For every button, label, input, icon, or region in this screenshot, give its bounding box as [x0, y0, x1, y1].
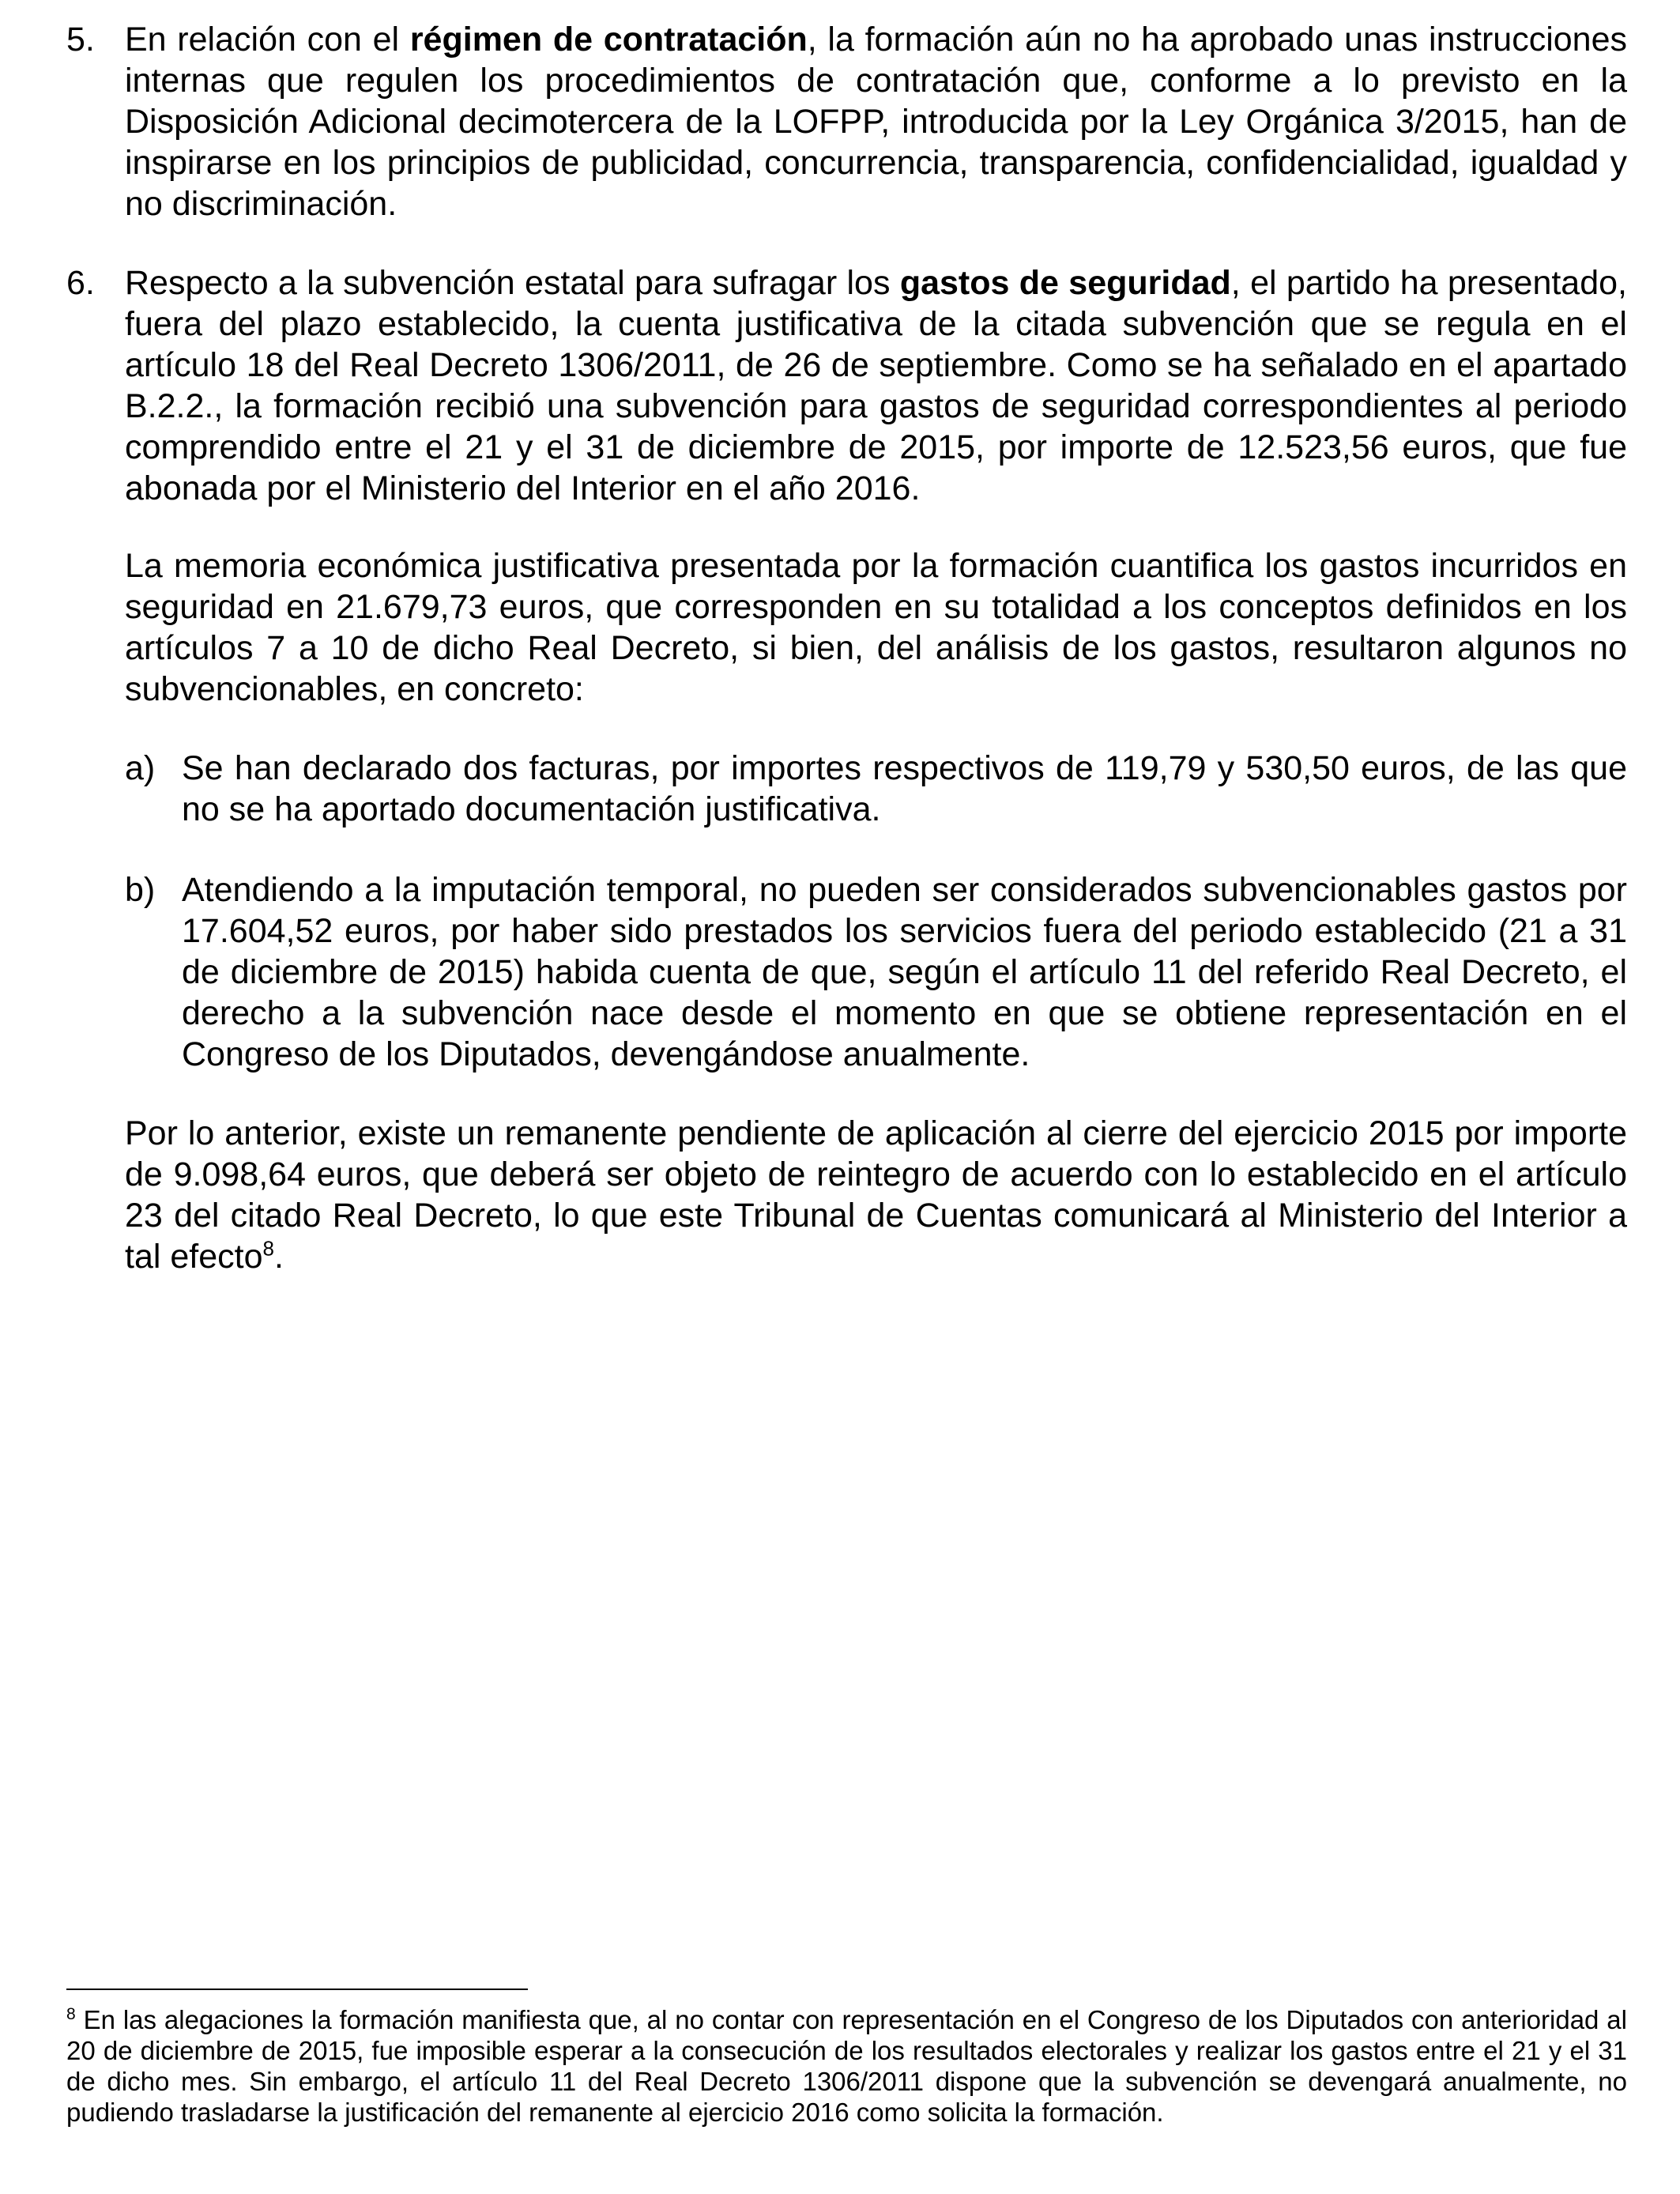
sub-item-a-text: Se han declarado dos facturas, por importes respectivos de 119,79 y 530,50 euros, de las que no se ha aportado documentación justificativa.	[182, 749, 1627, 828]
item-5-bold-term: régimen de contratación	[409, 21, 808, 58]
item-6-text-after: , el partido ha presentado, fuera del plazo establecido, la cuenta justificativa de la citada subvención que se regula en el artículo 18 del Real Decreto 1306/2011, de 26 de septiembre. Como se ha señalado en el apartado B.2.2., la formación recibió una subvención para gastos de seguridad correspondientes al periodo comprendido entre el 21 y el 31 de diciembre de 2015, por importe de 12.523,56 euros, que fue abonada por el Ministerio del Interior en el año 2016.	[125, 264, 1627, 507]
remanente-text: Por lo anterior, existe un remanente pendiente de aplicación al cierre del ejercicio 2015 por importe de 9.098,64 euros, que deberá ser objeto de reintegro de acuerdo con lo establecido en el artículo 23 del citado Real Decreto, lo que este Tribunal de Cuentas comunicará al Ministerio del Interior a tal efecto	[125, 1114, 1627, 1276]
sub-item-letter: a)	[125, 749, 156, 787]
item-number: 6.	[66, 264, 95, 302]
item-5-text	[125, 19, 1627, 224]
item-6-text-before: Respecto a la subvención estatal para sufragar los	[125, 264, 900, 302]
sub-item-b-text: Atendiendo a la imputación temporal, no pueden ser considerados subvencionables gastos por 17.604,52 euros, por haber sido prestados los servicios fuera del periodo establecido (21 a 31 de diciembre de 2015) habida cuenta de que, según el artículo 11 del referido Real Decreto, el derecho a la subvención nace desde el momento en que se obtiene representación en el Congreso de los Diputados, devengándose anualmente.	[182, 871, 1627, 1073]
footnote-text: En las alegaciones la formación manifiesta que, al no contar con representación en el Congreso de los Diputados con anterioridad al 20 de diciembre de 2015, fue imposible esperar a la consecución de los resultados electorales y realizar los gastos entre el 21 y el 31 de dicho mes. Sin embargo, el artículo 11 del Real Decreto 1306/2011 dispone que la subvención se devengará anualmente, no pudiendo trasladarse la justificación del remanente al ejercicio 2016 como solicita la formación.	[66, 2005, 1627, 2127]
footnote-marker: 8	[66, 2005, 76, 2023]
item-5-text-before: En relación con el	[125, 21, 410, 58]
footnote-reference[interactable]: 8	[262, 1236, 274, 1261]
sub-item-letter: b)	[125, 871, 156, 909]
memoria-paragraph: La memoria económica justificativa presentada por la formación cuantifica los gastos incurridos en seguridad en 21.679,73 euros, que corresponden en su totalidad a los conceptos definidos en los artículos 7 a 10 de dicho Real Decreto, si bien, del análisis de los gastos, resultaron algunos no subvencionables, en concreto:	[125, 547, 1627, 708]
remanente-paragraph	[125, 1113, 1627, 1277]
footnote	[66, 2004, 1627, 2128]
item-6-text	[125, 262, 1627, 509]
footnote-separator	[66, 1989, 528, 1990]
item-6-bold-term: gastos de seguridad	[899, 264, 1231, 302]
remanente-end: .	[273, 1238, 284, 1276]
item-number: 5.	[66, 21, 95, 58]
item-5-text-after: , la formación aún no ha aprobado unas instrucciones internas que regulen los procedimientos de contratación que, conforme a lo previsto en la Disposición Adicional decimotercera de la LOFPP, introducida por la Ley Orgánica 3/2015, han de inspirarse en los principios de publicidad, concurrencia, transparencia, confidencialidad, igualdad y no discriminación.	[125, 21, 1627, 223]
